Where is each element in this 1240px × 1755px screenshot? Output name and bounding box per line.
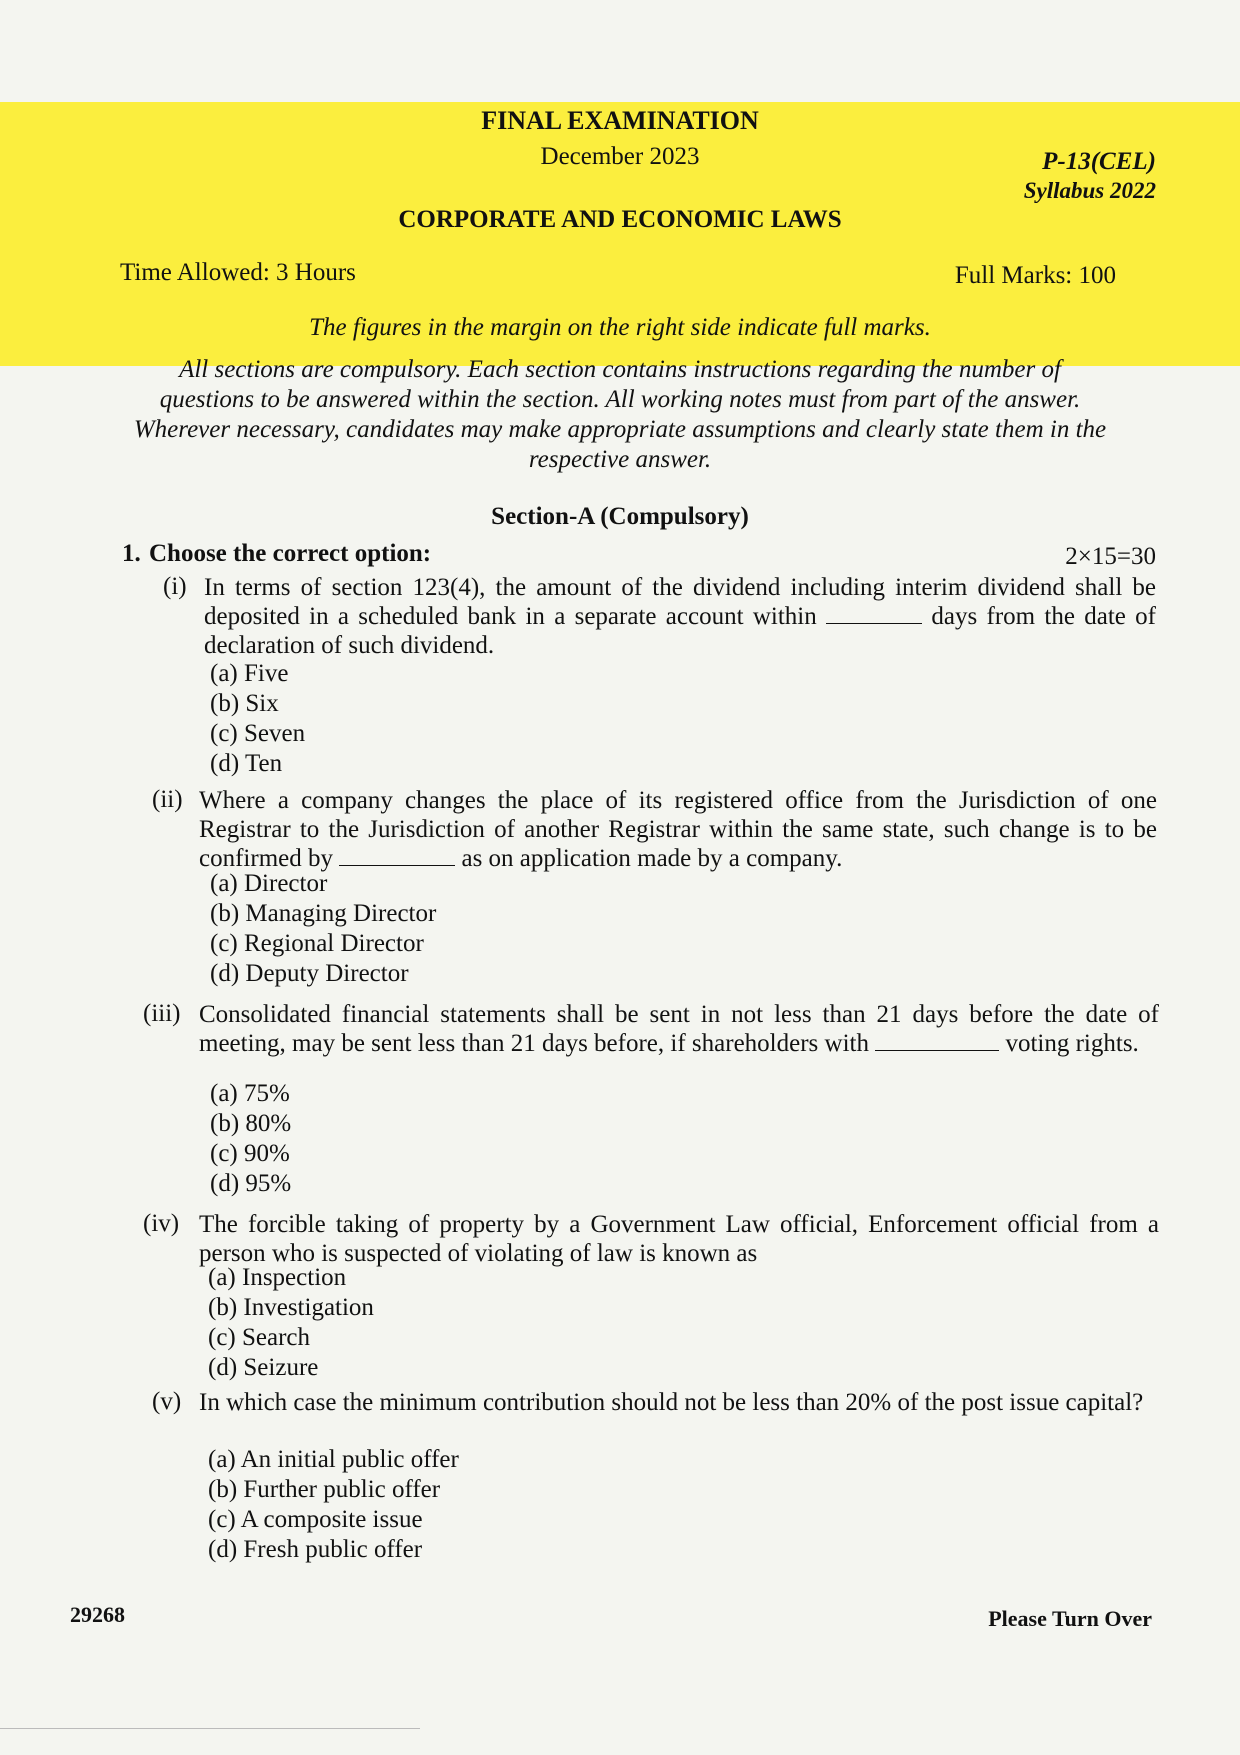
answer-option: (d) Ten: [210, 750, 283, 777]
question-text-before: In which case the minimum contribution should not be less than 20% of the post issue capital?: [199, 1389, 1144, 1416]
question-text: [204, 573, 1156, 660]
answer-option: (b) Six: [210, 690, 279, 717]
answer-option: (c) Seven: [210, 720, 306, 747]
answer-option: (a) 75%: [210, 1080, 290, 1107]
question-number: 1.: [122, 540, 141, 567]
answer-option: (b) Investigation: [208, 1294, 374, 1321]
instruction-line: Wherever necessary, candidates may make appropriate assumptions and clearly state them in the: [133, 416, 1107, 443]
syllabus: Syllabus 2022: [1023, 178, 1156, 203]
answer-option: (a) Inspection: [208, 1264, 347, 1291]
question-text-before: Consolidated financial statements shall be sent in not less than 21 days before the date of meeting, may be sent less than 21 days before, if shareholders with: [199, 1001, 1159, 1057]
exam-title: FINAL EXAMINATION: [481, 106, 759, 135]
question-label: Choose the correct option:: [149, 540, 432, 567]
question-text: [199, 1388, 1159, 1417]
full-marks: Full Marks: 100: [954, 262, 1116, 289]
subject-title: CORPORATE AND ECONOMIC LAWS: [398, 206, 842, 233]
paper-code: P-13(CEL): [1042, 148, 1156, 175]
question-text-before: Where a company changes the place of its registered office from the Jurisdiction of one Registrar to the Jurisdiction of another Registrar within the same state, such change is to be confirmed by: [199, 787, 1157, 872]
instruction-line: questions to be answered within the section. All working notes must from part of the answer.: [159, 386, 1081, 413]
answer-option: (a) Five: [210, 660, 289, 687]
answer-option: (c) Search: [208, 1324, 311, 1351]
answer-blank: [339, 847, 455, 866]
answer-option: (d) 95%: [210, 1170, 292, 1197]
please-turn-over: Please Turn Over: [988, 1606, 1152, 1631]
answer-option: (c) A composite issue: [208, 1506, 423, 1533]
question-text-after: voting rights.: [1005, 1030, 1139, 1057]
question-text: [199, 786, 1157, 873]
question-num: (i): [163, 573, 187, 600]
answer-option: (a) Director: [210, 870, 328, 897]
answer-option: (d) Deputy Director: [210, 960, 409, 987]
answer-blank: [826, 605, 922, 624]
answer-option: (c) 90%: [210, 1140, 290, 1167]
paper-number: 29268: [70, 1602, 125, 1627]
question-text-before: The forcible taking of property by a Government Law official, Enforcement official from a person who is suspected of violating of law is known as: [199, 1211, 1159, 1267]
answer-option: (d) Seizure: [208, 1354, 319, 1381]
question-num: (iii): [143, 1000, 181, 1027]
answer-option: (a) An initial public offer: [208, 1446, 459, 1473]
question-num: (iv): [143, 1210, 180, 1237]
question-num: (ii): [152, 786, 183, 813]
exam-date: December 2023: [540, 143, 700, 170]
question-num: (v): [152, 1388, 182, 1415]
answer-option: (b) Further public offer: [208, 1476, 441, 1503]
scan-edge-line: [0, 1728, 420, 1729]
instruction-line: respective answer.: [528, 446, 712, 473]
section-title: Section-A (Compulsory): [491, 503, 749, 530]
instruction-line: All sections are compulsory. Each section contains instructions regarding the number of: [179, 356, 1061, 383]
answer-option: (c) Regional Director: [210, 930, 424, 957]
section-marks: 2×15=30: [1065, 543, 1156, 570]
question-text: [199, 1210, 1159, 1268]
margin-note: The figures in the margin on the right side indicate full marks.: [309, 314, 931, 341]
question-text-after: as on application made by a company.: [461, 845, 843, 872]
answer-blank: [875, 1032, 999, 1051]
answer-option: (b) 80%: [210, 1110, 292, 1137]
time-allowed: Time Allowed: 3 Hours: [120, 259, 356, 286]
answer-option: (d) Fresh public offer: [208, 1536, 423, 1563]
question-text: [199, 1000, 1159, 1058]
answer-option: (b) Managing Director: [210, 900, 437, 927]
question-text-after: days from the date of declaration of such dividend.: [204, 603, 1157, 659]
question-text-before: In terms of section 123(4), the amount of the dividend including interim dividend shall be deposited in a scheduled bank in a separate account within: [204, 574, 1156, 630]
